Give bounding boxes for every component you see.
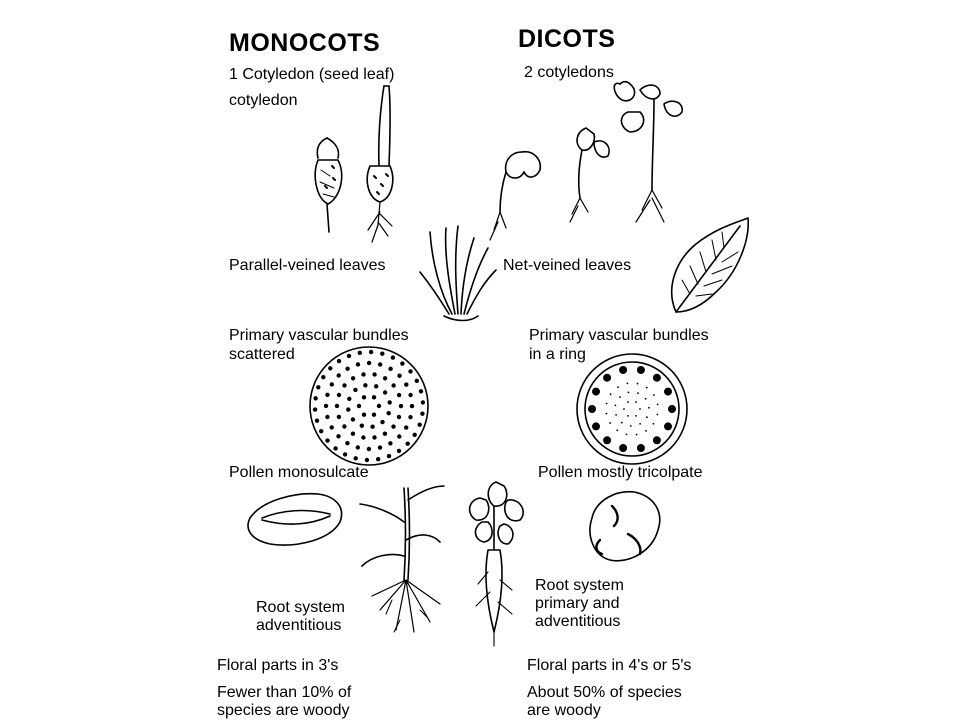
dicot-plant-icon — [470, 482, 524, 646]
monocot-seedling-tall-icon — [367, 86, 393, 242]
dicot-root-label-line1: Root system — [535, 577, 624, 594]
dicot-pollen-label: Pollen mostly tricolpate — [538, 464, 703, 481]
monocot-bundles-label-line1: Primary vascular bundles — [229, 327, 409, 344]
dicot-root-label-line3: adventitious — [535, 613, 621, 630]
dicot-woody-label-line1: About 50% of species — [527, 684, 682, 701]
dicot-seedling-small-icon — [490, 152, 540, 240]
net-veined-leaf-icon — [672, 218, 748, 312]
dicot-floral-label: Floral parts in 4's or 5's — [527, 657, 692, 674]
dicot-bundles-label-line1: Primary vascular bundles — [529, 327, 709, 344]
dicots-heading: DICOTS — [518, 25, 616, 53]
monocot-plant-icon — [360, 486, 444, 632]
dicot-leaves-label: Net-veined leaves — [503, 257, 632, 274]
monocot-pollen-label: Pollen monosulcate — [229, 464, 369, 481]
monocot-woody-label-line1: Fewer than 10% of — [217, 684, 352, 701]
tricolpate-pollen-icon — [590, 492, 660, 561]
dicot-bundles-label-line2: in a ring — [529, 346, 586, 363]
monocot-cotyledon-part-label: cotyledon — [229, 92, 298, 109]
dicot-cotyledon-label: 2 cotyledons — [524, 64, 614, 81]
dicot-seedling-medium-icon — [570, 128, 609, 222]
monocot-leaves-label: Parallel-veined leaves — [229, 257, 386, 274]
monocot-seedling-icon — [315, 138, 341, 232]
grass-blades-icon — [420, 226, 496, 321]
monocots-heading: MONOCOTS — [229, 29, 381, 57]
monocot-stem-section-icon — [310, 347, 428, 465]
monocot-root-label-line1: Root system — [256, 599, 345, 616]
monocot-root-label-line2: adventitious — [256, 617, 342, 634]
monocot-woody-label-line2: species are woody — [217, 702, 350, 719]
dicot-root-label-line2: primary and — [535, 595, 620, 612]
monocot-cotyledon-label: 1 Cotyledon (seed leaf) — [229, 66, 395, 83]
dicot-seedling-tall-icon — [614, 82, 682, 222]
monocot-bundles-label-line2: scattered — [229, 346, 295, 363]
monocot-floral-label: Floral parts in 3's — [217, 657, 339, 674]
monosulcate-pollen-icon — [248, 494, 342, 545]
dicot-stem-section-icon — [577, 354, 687, 464]
dicot-woody-label-line2: are woody — [527, 702, 601, 719]
